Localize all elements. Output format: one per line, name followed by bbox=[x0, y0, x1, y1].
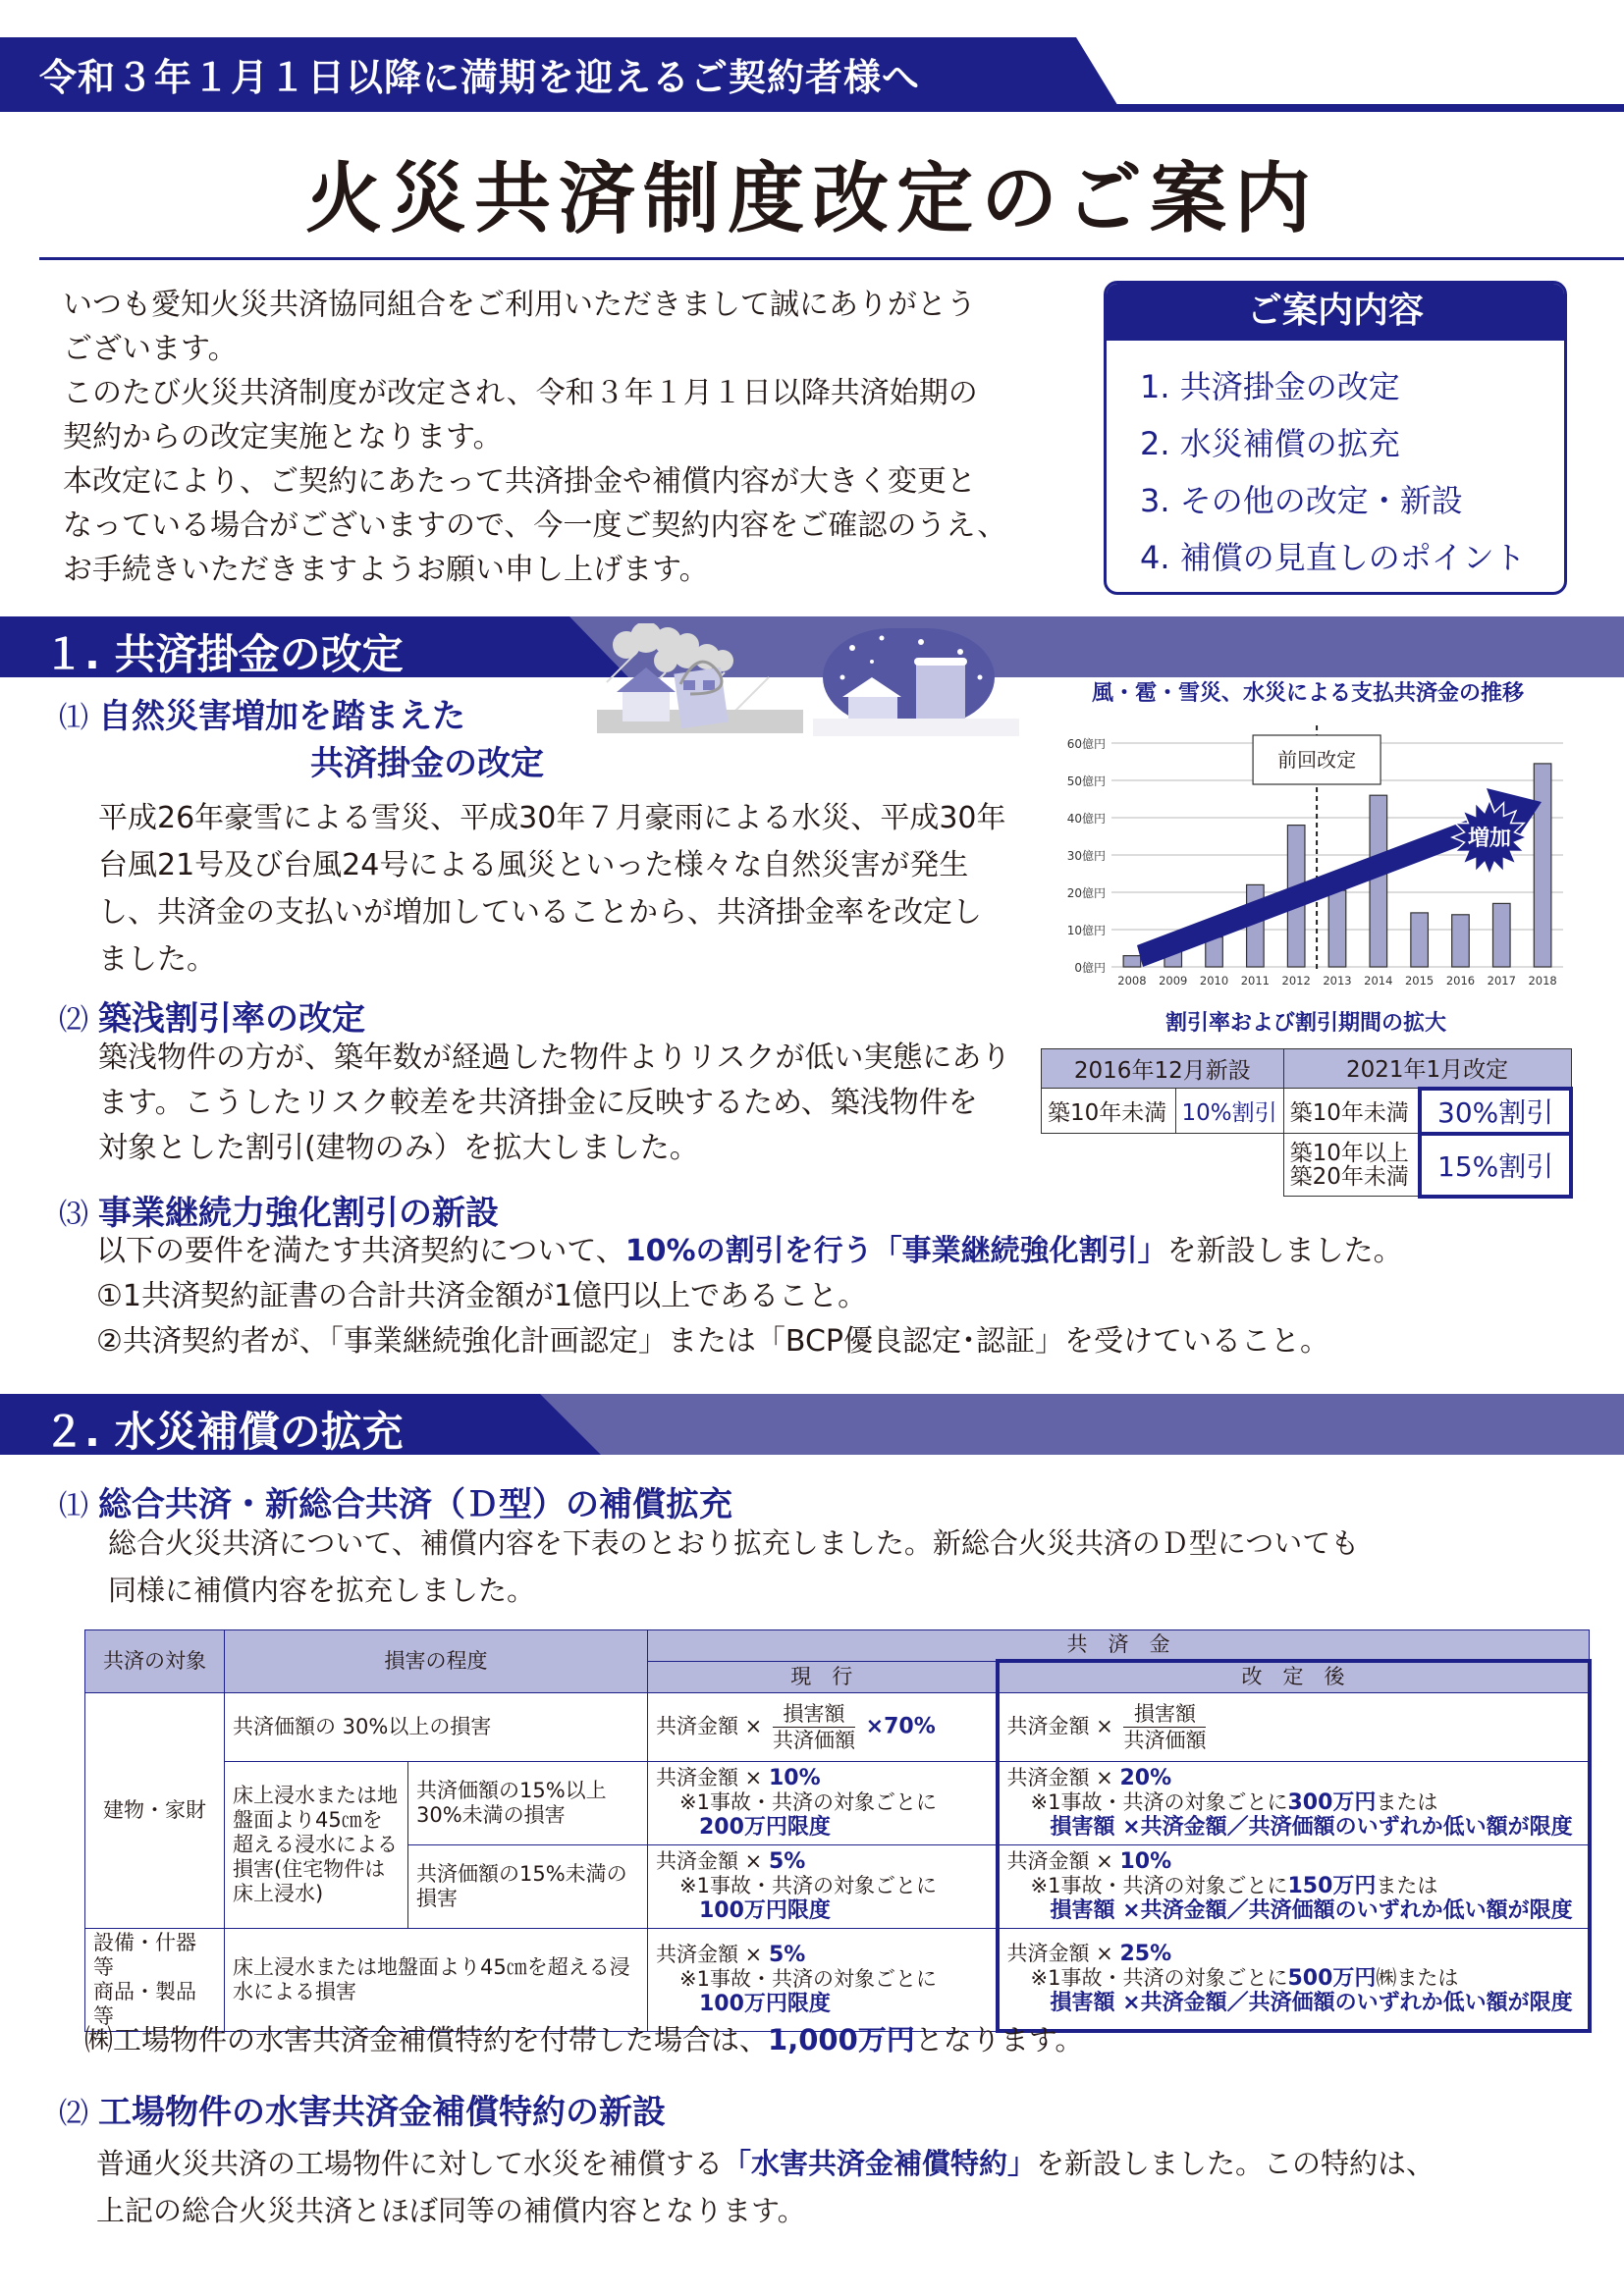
requirement-1: ①1共済契約証書の合計共済金額が1億円以上であること。 bbox=[96, 1279, 868, 1313]
fraction: $\frac{\text{損害額}}{\text{共済価額}}$ bbox=[1123, 1701, 1207, 1752]
svg-text:前回改定: 前回改定 bbox=[1277, 748, 1357, 772]
body-line: ました。 bbox=[98, 942, 216, 977]
col-damage: 損害の程度 bbox=[225, 1630, 648, 1693]
intro-line: なっている場合がございますので、今一度ご契約内容をご確認のうえ、 bbox=[63, 508, 1007, 543]
svg-text:2009: 2009 bbox=[1159, 974, 1188, 987]
sub2-2-title: 工場物件の水害共済金補償特約の新設 bbox=[98, 2093, 666, 2132]
body-line: 総合火災共済について、補償内容を下表のとおり拡充しました。新総合火災共済のＤ型についても bbox=[108, 1526, 1360, 1560]
sub1-1-heading-line2: 共済掛金の改定 bbox=[310, 744, 544, 783]
revised-row3: 共済金額 × 10% ※1事故・共済の対象ごとに150万円または 損害額 ×共済金額／共済価額のいずれか低い額が限度 bbox=[998, 1844, 1590, 1928]
sub-number: ⑵ bbox=[59, 1003, 88, 1038]
section2-header bbox=[0, 1394, 1624, 1455]
section1-header bbox=[0, 616, 1624, 677]
body-line: 以下の要件を満たす共済契約について、10%の割引を行う「事業継続強化割引」を新設しました。 bbox=[96, 1234, 1403, 1268]
sub-number: ⑴ bbox=[59, 701, 88, 735]
svg-text:60億円: 60億円 bbox=[1066, 737, 1106, 751]
svg-text:2016: 2016 bbox=[1445, 974, 1476, 987]
header-old: 2016年12月新設 bbox=[1042, 1049, 1284, 1089]
chart-title: 風・雹・雪災、水災による支払共済金の推移 bbox=[1091, 681, 1524, 706]
old-condition: 築10年未満 bbox=[1042, 1089, 1176, 1134]
discount-table-title: 割引率および割引期間の拡大 bbox=[1164, 1011, 1446, 1036]
old-rate: 10%割引 bbox=[1175, 1089, 1283, 1134]
svg-text:20億円: 20億円 bbox=[1066, 886, 1106, 900]
revised-row2: 共済金額 × 20% ※1事故・共済の対象ごとに300万円または 損害額 ×共済金額／共済価額のいずれか低い額が限度 bbox=[998, 1761, 1590, 1844]
col-current: 現 行 bbox=[648, 1661, 998, 1692]
new-condition-2: 築10年以上 築20年未満 bbox=[1283, 1134, 1420, 1197]
sub2-1-title: 総合共済・新総合共済（Ｄ型）の補償拡充 bbox=[98, 1485, 732, 1524]
fraction: $\frac{\text{損害額}}{\text{共済価額}}$ bbox=[772, 1701, 855, 1752]
body-line: 平成26年豪雪による雪災、平成30年７月豪雨による水災、平成30年 bbox=[98, 801, 1006, 835]
svg-text:50億円: 50億円 bbox=[1066, 774, 1106, 788]
sub1-3-title: 事業継続力強化割引の新設 bbox=[98, 1194, 499, 1233]
revised-row4: 共済金額 × 25% ※1事故・共済の対象ごとに500万円㈱または 損害額 ×共済金額／共済価額のいずれか低い額が限度 bbox=[998, 1928, 1590, 2031]
svg-text:2017: 2017 bbox=[1487, 974, 1516, 987]
svg-text:2013: 2013 bbox=[1323, 974, 1352, 987]
new-condition: 築10年未満 bbox=[1283, 1089, 1420, 1134]
chart-plot bbox=[1043, 672, 1573, 987]
svg-text:2008: 2008 bbox=[1117, 974, 1147, 987]
current-row2: 共済金額 × 10% ※1事故・共済の対象ごとに 200万円限度 bbox=[648, 1761, 998, 1844]
sub1-3-heading bbox=[59, 1186, 499, 1234]
banner-text: 令和３年１月１日以降に満期を迎えるご契約者様へ bbox=[39, 56, 921, 99]
body-line: 対象とした割引(建物のみ）を拡大しました。 bbox=[98, 1131, 699, 1165]
current-row4: 共済金額 × 5% ※1事故・共済の対象ごとに 100万円限度 bbox=[648, 1928, 998, 2031]
target-equipment: 設備・什器等 商品・製品等 bbox=[85, 1928, 225, 2031]
new-rate-30: 30%割引 bbox=[1420, 1089, 1571, 1134]
damage-under-15pct: 共済価額の15%未満の損害 bbox=[408, 1844, 648, 1928]
sub1-2-heading bbox=[59, 991, 365, 1040]
damage-15-30pct: 共済価額の15%以上30%未満の損害 bbox=[408, 1761, 648, 1844]
sub2-1-body bbox=[108, 1520, 1359, 1614]
body-line: 台風21号及び台風24号による風災といった様々な自然災害が発生 bbox=[98, 848, 969, 882]
body-line: し、共済金の支払いが増加していることから、共済掛金率を改定し bbox=[98, 895, 982, 930]
svg-text:2018: 2018 bbox=[1528, 974, 1557, 987]
intro-line: お手続きいただきますようお願い申し上げます。 bbox=[63, 553, 709, 587]
storm-house-illustration bbox=[597, 623, 803, 733]
title-divider bbox=[39, 257, 1624, 260]
body-line: 普通火災共済の工場物件に対して水災を補償する「水害共済金補償特約」を新設しました。この特約は、 bbox=[96, 2147, 1435, 2180]
flood-description: 床上浸水または地盤面より45㎝を超える浸水による損害(住宅物件は床上浸水) bbox=[225, 1761, 408, 1928]
sub2-1-heading bbox=[59, 1477, 732, 1525]
section2-title: ２. 水災補償の拡充 bbox=[43, 1408, 404, 1456]
body-line: 同様に補償内容を拡充しました。 bbox=[108, 1574, 536, 1607]
col-revised: 改 定 後 bbox=[998, 1661, 1590, 1692]
body-line: 上記の総合火災共済とほぼ同等の補償内容となります。 bbox=[96, 2194, 806, 2227]
intro-line: このたび火災共済制度が改定され、令和３年１月１日以降共済始期の bbox=[63, 376, 978, 410]
body-line: ます。こうしたリスク較差を共済掛金に反映するため、築浅物件を bbox=[98, 1086, 978, 1120]
intro-line: いつも愛知火災共済協同組合をご利用いただきまして誠にありがとう bbox=[63, 288, 976, 322]
discount-table bbox=[1041, 1048, 1573, 1199]
sub-number: ⑴ bbox=[59, 1489, 88, 1523]
sub-number: ⑵ bbox=[59, 2097, 88, 2131]
svg-text:10億円: 10億円 bbox=[1066, 924, 1106, 937]
sub1-1-body bbox=[98, 795, 1006, 984]
sub-number: ⑶ bbox=[59, 1198, 88, 1232]
sub1-2-title: 築浅割引率の改定 bbox=[98, 999, 365, 1039]
svg-text:2010: 2010 bbox=[1199, 974, 1229, 987]
intro-line: 契約からの改定実施となります。 bbox=[63, 420, 503, 454]
svg-text:2011: 2011 bbox=[1240, 974, 1271, 987]
guide-item[interactable]: 2. 水災補償の拡充 bbox=[1140, 425, 1400, 462]
intro-line: ございます。 bbox=[63, 332, 238, 366]
svg-text:40億円: 40億円 bbox=[1066, 812, 1106, 826]
current-row3: 共済金額 × 5% ※1事故・共済の対象ごとに 100万円限度 bbox=[648, 1844, 998, 1928]
damage-30pct: 共済価額の 30%以上の損害 bbox=[225, 1692, 648, 1761]
flood-coverage-table bbox=[84, 1629, 1589, 2033]
top-banner bbox=[0, 37, 1624, 116]
sub1-2-body bbox=[98, 1036, 1010, 1171]
sub2-2-heading bbox=[59, 2085, 666, 2133]
body-line: 築浅物件の方が、築年数が経過した物件よりリスクが低い実態にあり bbox=[98, 1041, 1011, 1075]
svg-text:2012: 2012 bbox=[1281, 974, 1311, 987]
payout-bar-chart bbox=[1043, 672, 1573, 987]
table-footnote: ㈱工場物件の水害共済金補償特約を付帯した場合は、1,000万円となります。 bbox=[84, 2023, 1084, 2056]
sub1-3-body bbox=[96, 1229, 1403, 1364]
svg-text:30億円: 30億円 bbox=[1066, 849, 1106, 863]
guide-list bbox=[1107, 341, 1564, 586]
svg-text:2014: 2014 bbox=[1364, 974, 1393, 987]
target-building: 建物・家財 bbox=[85, 1692, 225, 1928]
intro-text bbox=[63, 283, 1055, 592]
sub1-1-heading bbox=[59, 689, 465, 737]
sub1-1-title-line1: 自然災害増加を踏まえた bbox=[98, 697, 465, 736]
svg-text:増加: 増加 bbox=[1467, 827, 1512, 851]
guide-item[interactable]: 4. 補償の見直しのポイント bbox=[1140, 539, 1526, 576]
new-rate-15: 15%割引 bbox=[1420, 1134, 1571, 1197]
current-formula: 共済金額 × $\frac{\text{損害額}}{\text{共済価額}}$ ×70% bbox=[648, 1692, 998, 1761]
svg-text:0億円: 0億円 bbox=[1074, 961, 1106, 975]
guide-item[interactable]: 3. その他の改定・新設 bbox=[1140, 482, 1463, 519]
guide-contents-box bbox=[1104, 281, 1567, 595]
guide-heading: ご案内内容 bbox=[1107, 284, 1564, 341]
header-new: 2021年1月改定 bbox=[1283, 1049, 1571, 1089]
damage-equipment: 床上浸水または地盤面より45㎝を超える浸水による損害 bbox=[225, 1928, 648, 2031]
intro-line: 本改定により、ご契約にあたって共済掛金や補償内容が大きく変更と bbox=[63, 464, 976, 499]
banner-rule bbox=[0, 104, 1624, 112]
requirement-2: ②共済契約者が、「事業継続強化計画認定」または「BCP優良認定･認証」を受けていること。 bbox=[96, 1324, 1329, 1359]
svg-text:2015: 2015 bbox=[1404, 974, 1435, 987]
guide-item[interactable]: 1. 共済掛金の改定 bbox=[1140, 368, 1400, 405]
col-target: 共済の対象 bbox=[85, 1630, 225, 1693]
section1-title: １. 共済掛金の改定 bbox=[43, 630, 404, 678]
highlight-text: 10%の割引を行う「事業継続強化割引」 bbox=[624, 1234, 1167, 1268]
snow-house-illustration bbox=[813, 628, 1019, 736]
revised-formula: 共済金額 × $\frac{\text{損害額}}{\text{共済価額}}$ bbox=[998, 1692, 1590, 1761]
col-payout: 共 済 金 bbox=[648, 1630, 1590, 1662]
page-title: 火災共済制度改定のご案内 bbox=[304, 155, 1319, 243]
sub2-2-body bbox=[96, 2140, 1435, 2234]
